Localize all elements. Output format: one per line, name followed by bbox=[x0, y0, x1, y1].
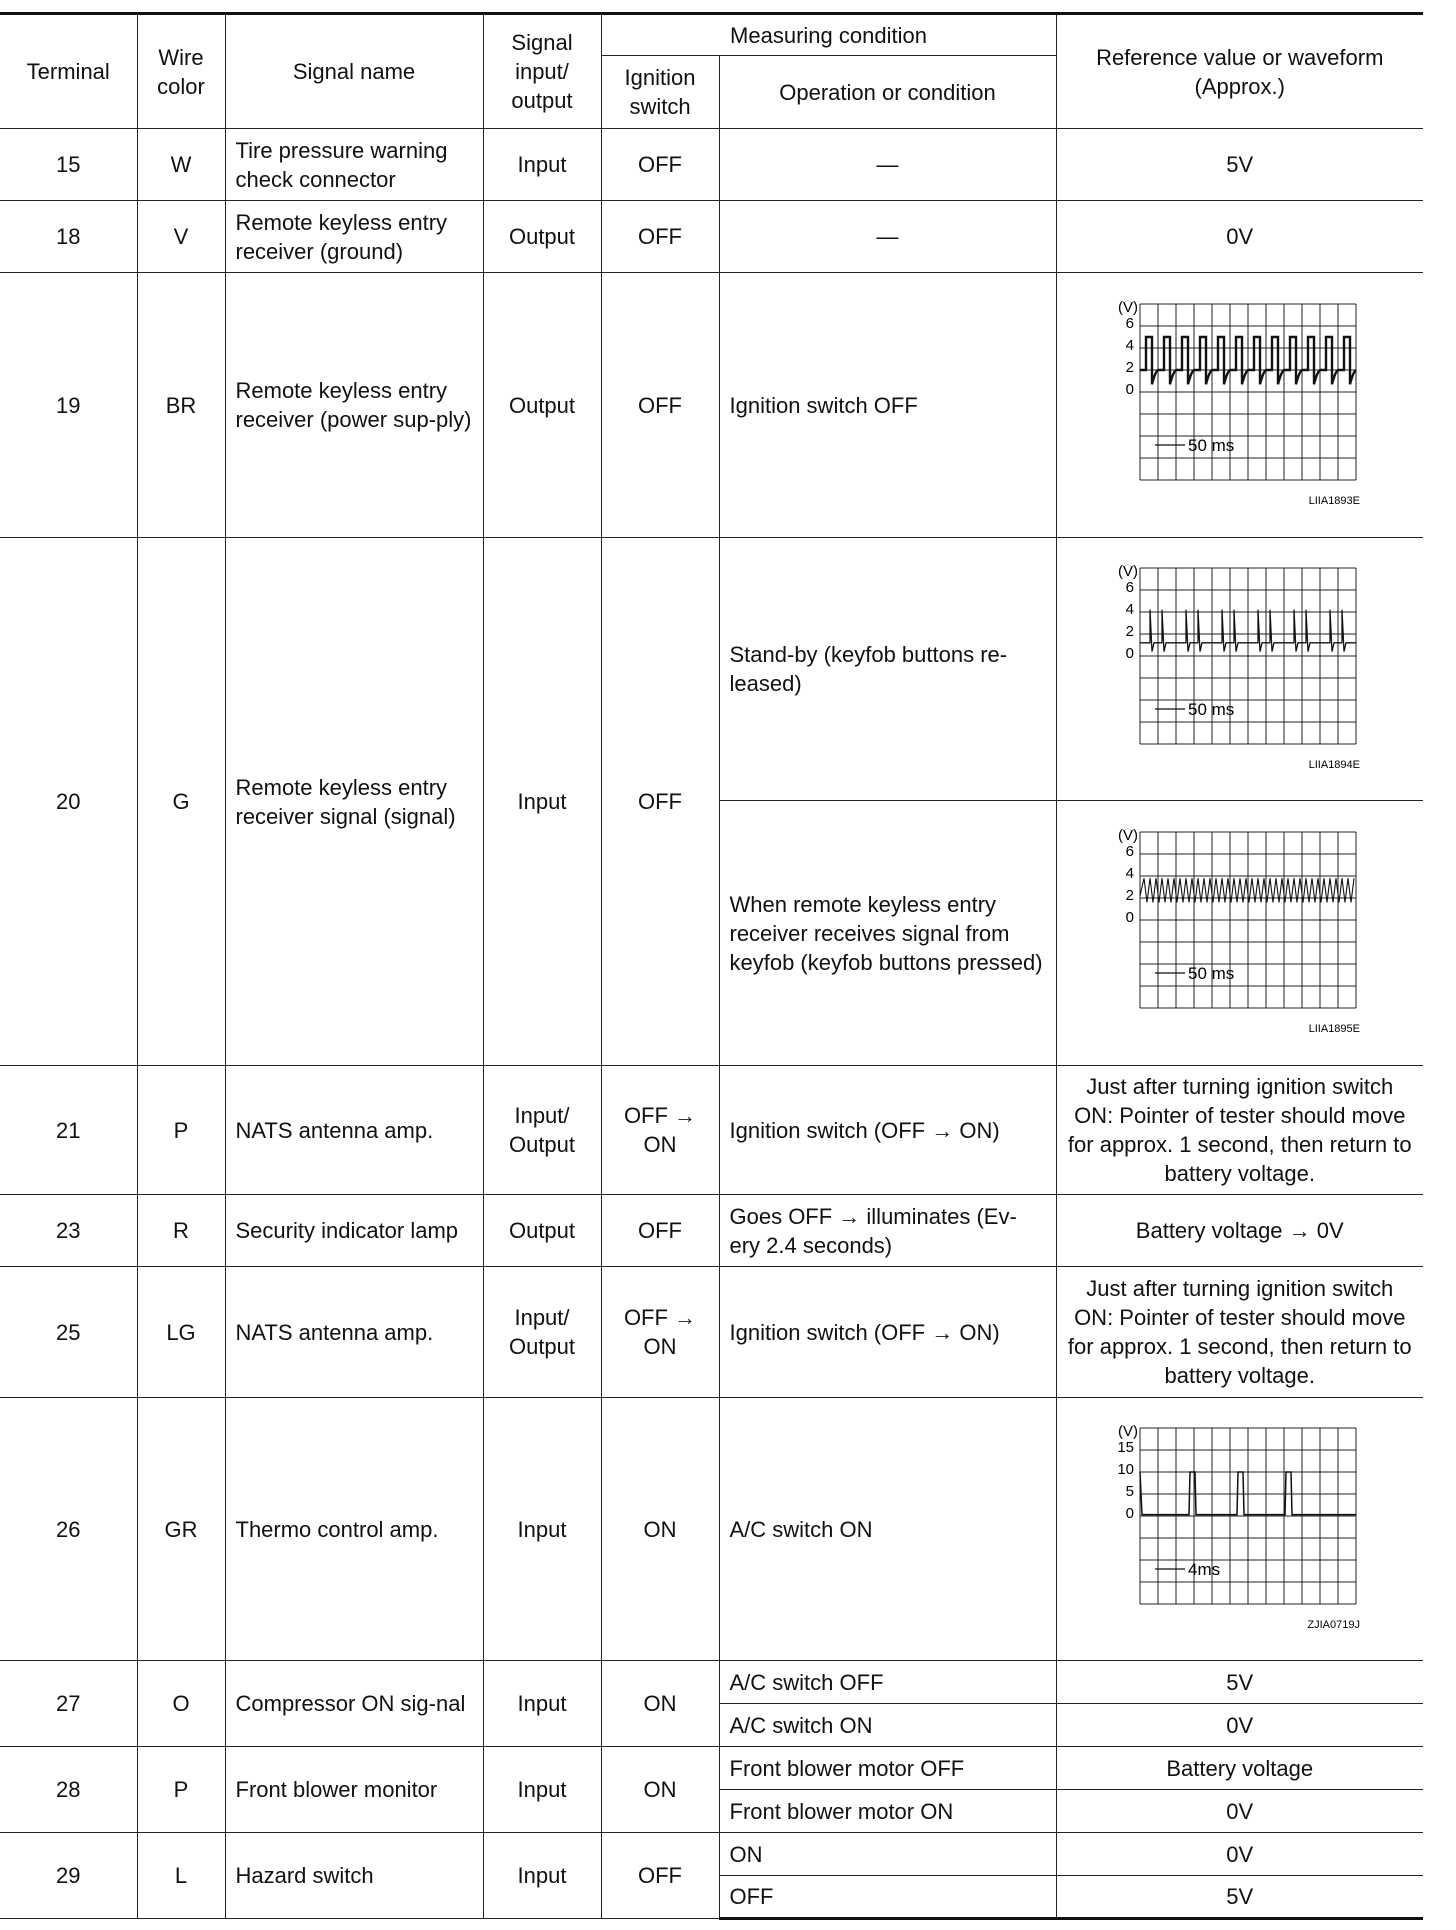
operation-cell: ON bbox=[719, 1833, 1056, 1876]
signal-name-cell: NATS antenna amp. bbox=[225, 1267, 483, 1398]
ignition-cell: OFF → ON bbox=[601, 1267, 719, 1398]
signal-io-cell: Input bbox=[483, 1661, 601, 1747]
reference-cell: Just after turning ignition switch ON: Pointer of tester should move for approx. 1 second, then return to battery voltage. bbox=[1056, 1267, 1423, 1398]
operation-cell: — bbox=[719, 201, 1056, 273]
waveform-tick: 10 bbox=[1117, 1461, 1134, 1478]
reference-cell: Battery voltage → 0V bbox=[1056, 1195, 1423, 1267]
waveform-19 bbox=[1110, 300, 1370, 510]
row-terminal-21 bbox=[0, 1066, 1423, 1195]
wire-color-cell: P bbox=[137, 1066, 225, 1195]
operation-cell: OFF bbox=[719, 1876, 1056, 1919]
waveform-unit: (V) bbox=[1117, 564, 1138, 580]
signal-name-cell: Remote keyless entry receiver signal (signal) bbox=[225, 538, 483, 1066]
waveform-tick: 6 bbox=[1125, 315, 1134, 332]
ignition-cell: OFF bbox=[601, 1833, 719, 1919]
terminal-cell: 27 bbox=[0, 1661, 137, 1747]
wire-color-cell: W bbox=[137, 129, 225, 201]
terminal-cell: 21 bbox=[0, 1066, 137, 1195]
ignition-cell: OFF bbox=[601, 1195, 719, 1267]
waveform-tick: 4 bbox=[1125, 865, 1134, 882]
header-signal-name: Signal name bbox=[225, 14, 483, 129]
waveform-unit: (V) bbox=[1117, 828, 1138, 844]
ignition-cell: OFF bbox=[601, 538, 719, 1066]
header-ignition-switch: Ignition switch bbox=[601, 56, 719, 129]
terminal-spec-table-container bbox=[0, 12, 1423, 1920]
signal-io-cell: Output bbox=[483, 273, 601, 538]
operation-cell: Front blower motor ON bbox=[719, 1790, 1056, 1833]
waveform-time-label: 50 ms bbox=[1187, 436, 1235, 455]
row-terminal-23 bbox=[0, 1195, 1423, 1267]
operation-cell: A/C switch OFF bbox=[719, 1661, 1056, 1704]
signal-io-cell: Input/ Output bbox=[483, 1267, 601, 1398]
signal-name-cell: Remote keyless entry receiver (power sup-ply) bbox=[225, 273, 483, 538]
signal-name-cell: Compressor ON sig-nal bbox=[225, 1661, 483, 1747]
signal-io-cell: Input bbox=[483, 1747, 601, 1833]
terminal-spec-table bbox=[0, 12, 1423, 1920]
terminal-cell: 19 bbox=[0, 273, 137, 538]
waveform-tick: 0 bbox=[1125, 645, 1134, 662]
terminal-cell: 25 bbox=[0, 1267, 137, 1398]
wire-color-cell: L bbox=[137, 1833, 225, 1919]
reference-cell: 5V bbox=[1056, 129, 1423, 201]
waveform-cell bbox=[1056, 801, 1423, 1066]
reference-cell: 5V bbox=[1056, 1876, 1423, 1919]
operation-cell: — bbox=[719, 129, 1056, 201]
wire-color-cell: O bbox=[137, 1661, 225, 1747]
header-terminal: Terminal bbox=[0, 14, 137, 129]
terminal-cell: 29 bbox=[0, 1833, 137, 1919]
waveform-tick: 2 bbox=[1125, 623, 1134, 640]
waveform-tick: 0 bbox=[1125, 909, 1134, 926]
wire-color-cell: P bbox=[137, 1747, 225, 1833]
ignition-cell: OFF bbox=[601, 273, 719, 538]
figure-code: LIIA1893E bbox=[1308, 495, 1360, 507]
row-terminal-27 bbox=[0, 1661, 1423, 1704]
figure-code: LIIA1895E bbox=[1308, 1023, 1360, 1035]
operation-cell: Front blower motor OFF bbox=[719, 1747, 1056, 1790]
wire-color-cell: LG bbox=[137, 1267, 225, 1398]
reference-cell: Battery voltage bbox=[1056, 1747, 1423, 1790]
ignition-cell: OFF bbox=[601, 129, 719, 201]
waveform-tick: 15 bbox=[1117, 1439, 1134, 1456]
signal-name-cell: Security indicator lamp bbox=[225, 1195, 483, 1267]
waveform-time-label: 4ms bbox=[1187, 1560, 1220, 1579]
figure-code: LIIA1894E bbox=[1308, 759, 1360, 771]
terminal-cell: 18 bbox=[0, 201, 137, 273]
row-terminal-18 bbox=[0, 201, 1423, 273]
reference-cell: 0V bbox=[1056, 1704, 1423, 1747]
reference-cell: 0V bbox=[1056, 1790, 1423, 1833]
figure-code: ZJIA0719J bbox=[1307, 1619, 1360, 1631]
signal-io-cell: Output bbox=[483, 1195, 601, 1267]
waveform-cell bbox=[1056, 538, 1423, 801]
waveform-time-label: 50 ms bbox=[1187, 964, 1235, 983]
signal-name-cell: Tire pressure warning check connector bbox=[225, 129, 483, 201]
wire-color-cell: G bbox=[137, 538, 225, 1066]
waveform-tick: 4 bbox=[1125, 601, 1134, 618]
waveform-cell bbox=[1056, 273, 1423, 538]
reference-cell: 5V bbox=[1056, 1661, 1423, 1704]
terminal-cell: 15 bbox=[0, 129, 137, 201]
ignition-cell: ON bbox=[601, 1398, 719, 1661]
header-measuring-condition: Measuring condition bbox=[601, 14, 1056, 56]
wire-color-cell: V bbox=[137, 201, 225, 273]
waveform-tick: 6 bbox=[1125, 579, 1134, 596]
waveform-grid bbox=[1140, 1428, 1356, 1604]
wire-color-cell: R bbox=[137, 1195, 225, 1267]
waveform-tick: 2 bbox=[1125, 887, 1134, 904]
signal-io-cell: Input bbox=[483, 1398, 601, 1661]
waveform-grid bbox=[1140, 832, 1356, 1008]
waveform-tick: 0 bbox=[1125, 1505, 1134, 1522]
waveform-unit: (V) bbox=[1117, 1424, 1138, 1440]
reference-cell: 0V bbox=[1056, 1833, 1423, 1876]
waveform-tick: 0 bbox=[1125, 381, 1134, 398]
operation-cell: Stand-by (keyfob buttons re-leased) bbox=[719, 538, 1056, 801]
terminal-cell: 23 bbox=[0, 1195, 137, 1267]
waveform-time-label: 50 ms bbox=[1187, 700, 1235, 719]
waveform-20-standby bbox=[1110, 564, 1370, 774]
operation-cell: A/C switch ON bbox=[719, 1398, 1056, 1661]
signal-name-cell: Front blower monitor bbox=[225, 1747, 483, 1833]
waveform-cell bbox=[1056, 1398, 1423, 1661]
signal-name-cell: NATS antenna amp. bbox=[225, 1066, 483, 1195]
waveform-trace bbox=[1140, 878, 1354, 902]
signal-io-cell: Input/ Output bbox=[483, 1066, 601, 1195]
waveform-grid bbox=[1140, 568, 1356, 744]
row-terminal-20 bbox=[0, 538, 1423, 801]
ignition-cell: ON bbox=[601, 1661, 719, 1747]
reference-cell: Just after turning ignition switch ON: Pointer of tester should move for approx. 1 second, then return to battery voltage. bbox=[1056, 1066, 1423, 1195]
row-terminal-15 bbox=[0, 129, 1423, 201]
row-terminal-29 bbox=[0, 1833, 1423, 1876]
wire-color-cell: GR bbox=[137, 1398, 225, 1661]
terminal-cell: 26 bbox=[0, 1398, 137, 1661]
signal-io-cell: Output bbox=[483, 201, 601, 273]
terminal-cell: 20 bbox=[0, 538, 137, 1066]
header-operation: Operation or condition bbox=[719, 56, 1056, 129]
operation-cell: Ignition switch (OFF → ON) bbox=[719, 1066, 1056, 1195]
operation-cell: Ignition switch (OFF → ON) bbox=[719, 1267, 1056, 1398]
row-terminal-26 bbox=[0, 1398, 1423, 1661]
operation-cell: A/C switch ON bbox=[719, 1704, 1056, 1747]
row-terminal-19 bbox=[0, 273, 1423, 538]
reference-cell: 0V bbox=[1056, 201, 1423, 273]
ignition-cell: ON bbox=[601, 1747, 719, 1833]
signal-name-cell: Thermo control amp. bbox=[225, 1398, 483, 1661]
waveform-20-pressed bbox=[1110, 828, 1370, 1038]
waveform-unit: (V) bbox=[1117, 300, 1138, 316]
waveform-grid bbox=[1140, 304, 1356, 480]
header-signal-io: Signal input/ output bbox=[483, 14, 601, 129]
row-terminal-28 bbox=[0, 1747, 1423, 1790]
ignition-cell: OFF → ON bbox=[601, 1066, 719, 1195]
waveform-tick: 6 bbox=[1125, 843, 1134, 860]
waveform-26 bbox=[1110, 1424, 1370, 1634]
row-terminal-25 bbox=[0, 1267, 1423, 1398]
wire-color-cell: BR bbox=[137, 273, 225, 538]
signal-name-cell: Hazard switch bbox=[225, 1833, 483, 1919]
operation-cell: When remote keyless entry receiver receives signal from keyfob (keyfob buttons pressed) bbox=[719, 801, 1056, 1066]
ignition-cell: OFF bbox=[601, 201, 719, 273]
operation-cell: Ignition switch OFF bbox=[719, 273, 1056, 538]
terminal-cell: 28 bbox=[0, 1747, 137, 1833]
header-wire-color: Wire color bbox=[137, 14, 225, 129]
signal-io-cell: Input bbox=[483, 538, 601, 1066]
waveform-tick: 2 bbox=[1125, 359, 1134, 376]
waveform-tick: 5 bbox=[1125, 1483, 1134, 1500]
signal-io-cell: Input bbox=[483, 1833, 601, 1919]
operation-cell: Goes OFF → illuminates (Ev-ery 2.4 seconds) bbox=[719, 1195, 1056, 1267]
waveform-tick: 4 bbox=[1125, 337, 1134, 354]
header-reference: Reference value or waveform (Approx.) bbox=[1056, 14, 1423, 129]
signal-io-cell: Input bbox=[483, 129, 601, 201]
signal-name-cell: Remote keyless entry receiver (ground) bbox=[225, 201, 483, 273]
